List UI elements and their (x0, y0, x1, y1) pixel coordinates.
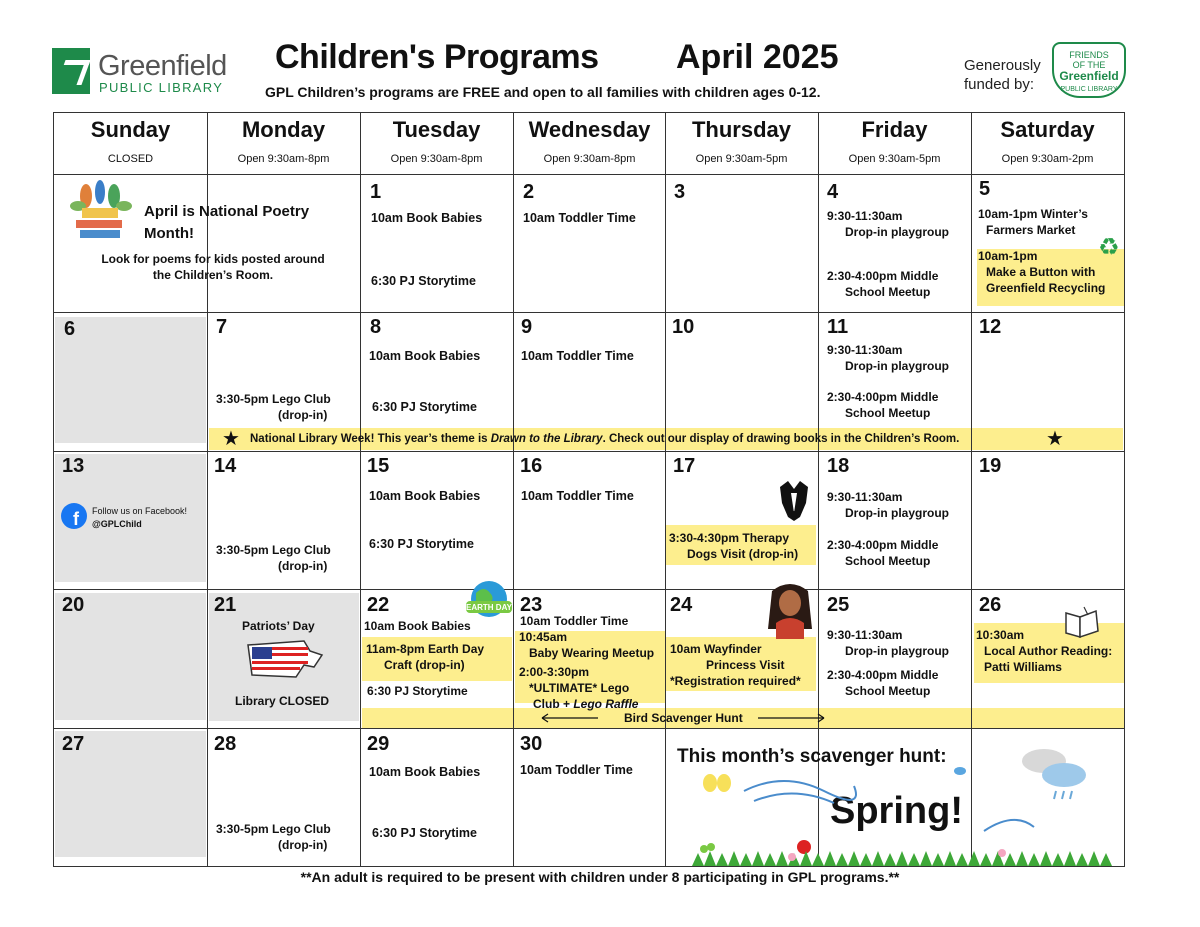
event-therapy-dogs-label: Dogs Visit (drop-in) (687, 547, 799, 561)
page-month: April 2025 (676, 38, 839, 76)
sunday-closed-shade (55, 317, 206, 443)
event-playgroup-time: 9:30-11:30am (827, 490, 903, 504)
event-lego-club-time: 3:30-5pm Lego Club (216, 822, 331, 836)
date-number: 10 (672, 316, 695, 338)
footer-note: **An adult is required to be present with children under 8 participating in GPL programs.** (300, 869, 900, 885)
funded-by-label: Generously funded by: (964, 57, 1041, 93)
date-number: 21 (214, 594, 237, 616)
event-pj-storytime: 6:30 PJ Storytime (372, 826, 477, 840)
event-pj-storytime: 6:30 PJ Storytime (367, 684, 468, 698)
page-title: Children's Programs (275, 38, 599, 76)
earth-day-badge: EARTH DAY (466, 603, 512, 612)
date-number: 24 (670, 594, 693, 616)
date-number: 6 (64, 318, 76, 340)
hours-thursday: Open 9:30am-5pm (695, 153, 788, 165)
date-number: 12 (979, 316, 1002, 338)
date-number: 8 (370, 316, 382, 338)
event-book-babies: 10am Book Babies (371, 211, 483, 225)
spring-illustration (684, 741, 1124, 866)
library-week-banner-text: National Library Week! This year’s theme is (250, 433, 491, 445)
date-number: 20 (62, 594, 85, 616)
event-middle-school-time: 2:30-4:00pm Middle (827, 269, 939, 283)
bird-scavenger-hunt-banner: Bird Scavenger Hunt (624, 711, 743, 725)
princess-icon (762, 581, 818, 639)
event-ultimate-lego-time: 2:00-3:30pm (519, 665, 590, 679)
library-closed-label: Library CLOSED (235, 694, 330, 708)
event-playgroup (827, 489, 949, 521)
library-logo-mark (52, 48, 90, 94)
event-ultimate-lego-label: *ULTIMATE* Lego (529, 681, 630, 695)
date-number: 2 (523, 181, 535, 203)
event-lego-raffle: Lego Raffle (573, 697, 639, 711)
event-earth-day-craft (366, 641, 484, 673)
page-subtitle: GPL Children’s programs are FREE and open to all families with children ages 0-12. (265, 84, 821, 100)
event-farmers-market-time: 10am-1pm Winter’s (978, 207, 1088, 221)
date-number: 14 (214, 455, 237, 477)
date-number: 27 (62, 733, 85, 755)
event-playgroup-time: 9:30-11:30am (827, 628, 903, 642)
date-number: 7 (216, 316, 228, 338)
event-lego-club (216, 542, 331, 574)
date-number: 13 (62, 455, 85, 477)
library-week-banner (250, 431, 959, 447)
date-number: 15 (367, 455, 390, 477)
event-ultimate-lego-label2: Club + (533, 697, 574, 711)
scavenger-hunt-word: Spring! (830, 790, 963, 832)
event-earth-day-craft-time: 11am-8pm Earth Day (366, 642, 485, 656)
friends-logo-line2: OF THE (1072, 60, 1106, 70)
event-lego-club (216, 391, 331, 423)
event-author-reading-name: Patti Williams (984, 660, 1062, 674)
event-middle-school (827, 268, 938, 300)
event-book-babies: 10am Book Babies (364, 619, 471, 633)
event-middle-school (827, 537, 938, 569)
hours-sunday: CLOSED (107, 153, 154, 165)
date-number: 28 (214, 733, 237, 755)
event-lego-club-note: (drop-in) (278, 838, 328, 852)
date-number: 18 (827, 455, 850, 477)
event-playgroup (827, 342, 949, 374)
event-therapy-dogs (669, 530, 798, 562)
library-sub: PUBLIC LIBRARY (99, 80, 224, 95)
event-button-making (978, 248, 1105, 296)
event-author-reading-label: Local Author Reading: (984, 644, 1113, 658)
event-middle-school-label: School Meetup (845, 285, 931, 299)
event-button-making-label: Make a Button with (986, 265, 1096, 279)
event-middle-school (827, 667, 938, 699)
event-playgroup-label: Drop-in playgroup (845, 644, 949, 658)
event-wayfinder (670, 641, 801, 689)
date-number: 17 (673, 455, 696, 477)
event-pj-storytime: 6:30 PJ Storytime (371, 274, 476, 288)
event-author-reading-time: 10:30am (976, 628, 1025, 642)
date-number: 3 (674, 181, 686, 203)
poetry-title (144, 201, 309, 245)
date-number: 23 (520, 594, 543, 616)
event-baby-wearing-label: Baby Wearing Meetup (529, 646, 655, 660)
date-number: 11 (827, 316, 849, 338)
facebook-note-text: Follow us on Facebook! (92, 506, 188, 516)
day-header-tuesday: Tuesday (392, 117, 481, 142)
hours-monday: Open 9:30am-8pm (237, 153, 330, 165)
event-therapy-dogs-time: 3:30-4:30pm Therapy (669, 531, 790, 545)
event-middle-school-label: School Meetup (845, 554, 931, 568)
event-middle-school (827, 389, 938, 421)
recycle-icon: ♻ (1098, 234, 1120, 261)
event-playgroup-label: Drop-in playgroup (845, 225, 949, 239)
event-playgroup-time: 9:30-11:30am (827, 343, 903, 357)
event-book-babies: 10am Book Babies (369, 489, 481, 503)
event-toddler-time: 10am Toddler Time (521, 489, 634, 503)
poetry-note-line1: Look for poems for kids posted around (101, 252, 325, 266)
patriots-day-label: Patriots’ Day (242, 619, 315, 633)
friends-logo (1052, 42, 1126, 98)
event-ultimate-lego (519, 664, 638, 712)
library-logo (52, 46, 232, 98)
event-button-making-time: 10am-1pm (978, 249, 1038, 263)
event-toddler-time: 10am Toddler Time (523, 211, 636, 225)
date-number: 25 (827, 594, 850, 616)
scavenger-hunt-title: This month’s scavenger hunt: (677, 746, 947, 767)
event-toddler-time: 10am Toddler Time (520, 614, 629, 628)
event-book-babies: 10am Book Babies (369, 349, 481, 363)
library-week-banner-text2: . Check out our display of drawing books in the Children’s Room. (602, 433, 960, 445)
event-middle-school-label: School Meetup (845, 684, 931, 698)
date-number: 9 (521, 316, 533, 338)
event-button-making-label2: Greenfield Recycling (986, 281, 1106, 295)
star-icon: ★ (1046, 428, 1064, 450)
date-number: 1 (370, 181, 382, 203)
library-week-theme: Drawn to the Library (490, 433, 603, 445)
hours-wednesday: Open 9:30am-8pm (543, 153, 636, 165)
event-baby-wearing (519, 629, 654, 661)
event-farmers-market-label: Farmers Market (986, 223, 1076, 237)
day-header-monday: Monday (241, 117, 326, 142)
day-header-sunday: Sunday (90, 117, 171, 142)
date-number: 4 (827, 181, 839, 203)
event-farmers-market (978, 206, 1088, 238)
event-pj-storytime: 6:30 PJ Storytime (369, 537, 474, 551)
event-book-babies: 10am Book Babies (369, 765, 481, 779)
day-header-saturday: Saturday (1000, 117, 1095, 142)
event-lego-club-note: (drop-in) (278, 408, 328, 422)
earth-day-icon (464, 579, 514, 623)
friends-logo-line3: Greenfield (1059, 69, 1119, 83)
event-middle-school-time: 2:30-4:00pm Middle (827, 390, 939, 404)
star-icon: ★ (222, 428, 240, 450)
calendar-grid (53, 112, 1125, 867)
event-playgroup-time: 9:30-11:30am (827, 209, 903, 223)
poetry-title-line2: Month! (144, 225, 194, 242)
event-toddler-time: 10am Toddler Time (520, 763, 633, 777)
event-earth-day-craft-label: Craft (drop-in) (384, 658, 465, 672)
event-middle-school-time: 2:30-4:00pm Middle (827, 668, 939, 682)
hours-tuesday: Open 9:30am-8pm (390, 153, 483, 165)
event-lego-club-time: 3:30-5pm Lego Club (216, 543, 331, 557)
poetry-note (68, 251, 358, 283)
event-playgroup (827, 208, 949, 240)
facebook-handle: @GPLChild (92, 519, 142, 529)
event-playgroup-label: Drop-in playgroup (845, 359, 949, 373)
poetry-books-icon (64, 180, 134, 242)
date-number: 19 (979, 455, 1002, 477)
event-toddler-time: 10am Toddler Time (521, 349, 634, 363)
date-number: 30 (520, 733, 543, 755)
hours-friday: Open 9:30am-5pm (848, 153, 941, 165)
date-number: 22 (367, 594, 390, 616)
event-playgroup (827, 627, 949, 659)
event-pj-storytime: 6:30 PJ Storytime (372, 400, 477, 414)
dog-icon (774, 479, 814, 523)
library-name: Greenfield (98, 50, 227, 82)
event-middle-school-time: 2:30-4:00pm Middle (827, 538, 939, 552)
massachusetts-flag-map-icon (244, 637, 324, 683)
friends-logo-line1: FRIENDS (1069, 50, 1109, 60)
day-header-wednesday: Wednesday (528, 117, 651, 142)
event-middle-school-label: School Meetup (845, 406, 931, 420)
event-wayfinder-note: *Registration required* (670, 674, 801, 688)
poetry-title-line1: April is National Poetry (144, 203, 310, 220)
day-header-friday: Friday (861, 117, 928, 142)
day-header-thursday: Thursday (691, 117, 792, 142)
friends-logo-line4: PUBLIC LIBRARY (1060, 86, 1118, 93)
poetry-note-line2: the Children’s Room. (152, 268, 274, 282)
hours-saturday: Open 9:30am-2pm (1001, 153, 1094, 165)
event-lego-club-note: (drop-in) (278, 559, 328, 573)
date-number: 16 (520, 455, 543, 477)
event-lego-club (216, 821, 331, 853)
event-wayfinder-label: Princess Visit (706, 658, 785, 672)
event-baby-wearing-time: 10:45am (519, 630, 568, 644)
event-author-reading (976, 627, 1112, 675)
date-number: 5 (979, 178, 991, 200)
svg-text:f: f (73, 509, 79, 529)
facebook-icon (61, 503, 87, 529)
event-lego-club-time: 3:30-5pm Lego Club (216, 392, 331, 406)
date-number: 29 (367, 733, 390, 755)
date-number: 26 (979, 594, 1002, 616)
event-playgroup-label: Drop-in playgroup (845, 506, 949, 520)
facebook-note (92, 505, 187, 531)
event-wayfinder-time: 10am Wayfinder (670, 642, 762, 656)
